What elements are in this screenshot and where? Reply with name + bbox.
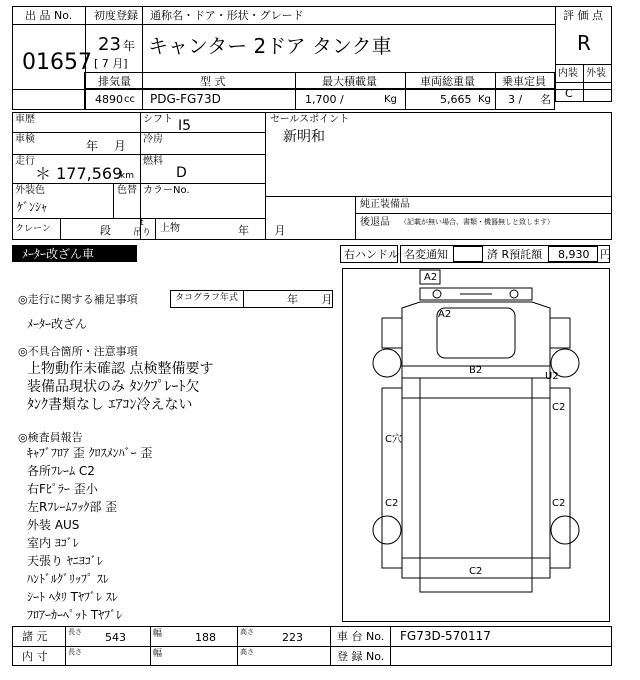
tachograph-value: 年 月 bbox=[287, 293, 333, 306]
mileage-value: ＊ 177,569 bbox=[35, 164, 123, 183]
report-line: ｼｰﾄ ﾍﾀﾘ Tﾔﾌﾞﾚ ｽﾚ bbox=[27, 590, 118, 604]
max-load-value: 1,700 / bbox=[305, 93, 344, 106]
report-line: 各所ﾌﾚｰﾑ C2 bbox=[27, 464, 95, 478]
rear-right-wheel bbox=[551, 516, 579, 544]
ext-color-label: 外装色 bbox=[15, 185, 45, 196]
diagram-mark: C2 bbox=[552, 498, 566, 509]
shift-label: シフト bbox=[143, 114, 173, 125]
lot-no-label: 出 品 No. bbox=[25, 9, 73, 22]
diagram-mark: U2 bbox=[545, 371, 559, 382]
crane-lift: 吊り bbox=[133, 228, 152, 238]
body-label: 上物 bbox=[160, 223, 180, 234]
mileage-unit: km bbox=[120, 171, 134, 181]
lot-number: 01657 bbox=[22, 50, 92, 75]
aftermarket-note: （記載が無い場合、書類・機器無しと致します） bbox=[400, 218, 554, 226]
gross-weight-unit: Kg bbox=[478, 94, 491, 105]
model-label: 通称名・ドア・形状・グレード bbox=[150, 9, 304, 22]
rear-bumper bbox=[420, 578, 532, 592]
type-value: PDG-FG73D bbox=[150, 92, 221, 106]
first-registration-month: [ 7 月] bbox=[94, 57, 128, 70]
fuel-value: D bbox=[176, 165, 187, 181]
interior-length-label: 長さ bbox=[68, 648, 82, 656]
height-label: 高さ bbox=[240, 628, 254, 636]
cab-body bbox=[402, 302, 550, 366]
body-value: 年 月 bbox=[238, 224, 286, 237]
report-line: 左Rﾌﾚｰﾑﾌｯｸ部 歪 bbox=[27, 500, 118, 514]
mileage-label: 走行 bbox=[15, 156, 35, 167]
width-label: 幅 bbox=[153, 629, 163, 639]
registration-label: 登 録 No. bbox=[337, 650, 385, 663]
capacity-label: 乗車定員 bbox=[502, 75, 546, 88]
tachograph-label: タコグラフ年式 bbox=[175, 293, 239, 303]
capacity-unit: 名 bbox=[540, 93, 551, 106]
crane-label: クレーン bbox=[15, 224, 51, 234]
defect-line: 上物動作未確認 点検整備要す bbox=[27, 361, 214, 377]
max-load-label: 最大積載量 bbox=[322, 75, 377, 88]
rear-left-wheel bbox=[373, 516, 401, 544]
report-line: 室内 ﾖｺﾞﾚ bbox=[27, 536, 79, 550]
gross-weight-label: 車両総重量 bbox=[420, 75, 475, 88]
defect-line: 装備品現状のみ ﾀﾝｸﾌﾟﾚｰﾄ欠 bbox=[27, 379, 200, 395]
capacity-value: 3 / bbox=[508, 93, 523, 106]
recycle-deposit-unit: 円 bbox=[600, 248, 611, 261]
report-line: ﾌﾛｱｰｶｰﾍﾟｯﾄ Tﾔﾌﾞﾚ bbox=[27, 608, 123, 622]
recycle-deposit-label: 済 R預託額 bbox=[487, 248, 543, 261]
name-change-box bbox=[453, 246, 483, 262]
driving-supplement-text: ﾒｰﾀｰ改ざん bbox=[27, 317, 88, 331]
meter-tampered-text: ﾒｰﾀｰ改ざん車 bbox=[22, 247, 95, 261]
crane-t: t bbox=[140, 218, 144, 228]
displacement-unit: cc bbox=[124, 94, 135, 105]
length-value: 543 bbox=[105, 631, 126, 644]
cargo-body bbox=[402, 378, 550, 578]
displacement-value: 4890 bbox=[95, 93, 123, 106]
specs-dims-label: 諸 元 bbox=[22, 630, 48, 643]
year-unit: 年 bbox=[123, 39, 136, 53]
diagram-mark: A2 bbox=[424, 272, 438, 283]
height-value: 223 bbox=[282, 631, 303, 644]
defects-title: ◎不具合箇所・注意事項 bbox=[18, 345, 138, 358]
gross-weight-value: 5,665 bbox=[440, 93, 472, 106]
history-label: 車歴 bbox=[15, 114, 35, 125]
exterior-label: 外装 bbox=[586, 68, 606, 79]
length-label: 長さ bbox=[68, 628, 82, 636]
first-registration-year: 23 bbox=[98, 34, 121, 55]
interior-width-label: 幅 bbox=[153, 649, 163, 659]
diagram-mark: C穴 bbox=[385, 434, 402, 445]
ac-label: 冷房 bbox=[143, 134, 163, 145]
report-line: 外装 AUS bbox=[27, 518, 80, 532]
recycle-deposit-amount: 8,930 bbox=[558, 248, 590, 261]
diagram-mark: B2 bbox=[469, 365, 483, 376]
report-line: 天張り ﾔﾆﾖｺﾞﾚ bbox=[27, 554, 103, 568]
chassis-label: 車 台 No. bbox=[337, 630, 385, 643]
overall-grade: R bbox=[577, 31, 591, 55]
genuine-equipment-label: 純正装備品 bbox=[360, 199, 410, 210]
chassis-value: FG73D-570117 bbox=[400, 629, 491, 643]
color-code-label: カラーNo. bbox=[143, 185, 190, 196]
grade-label: 評 価 点 bbox=[563, 9, 603, 22]
interior-grade: C bbox=[565, 87, 573, 100]
max-load-unit: Kg bbox=[384, 94, 397, 105]
model-name: キャンター 2ドア タンク車 bbox=[148, 34, 392, 58]
front-left-wheel bbox=[373, 349, 401, 377]
diagram-mark: C2 bbox=[469, 566, 483, 577]
report-line: 右Fﾋﾟﾗｰ 歪小 bbox=[27, 482, 98, 496]
interior-height-label: 高さ bbox=[240, 648, 254, 656]
interior-label: 内装 bbox=[558, 68, 578, 79]
aftermarket-label: 後退品 bbox=[360, 217, 390, 228]
defect-line: ﾀﾝｸ書類なし ｴｱｺﾝ冷えない bbox=[27, 397, 193, 413]
sales-point-value: 新明和 bbox=[283, 129, 325, 145]
diagram-mark: C2 bbox=[552, 402, 566, 413]
inspection-value: 年 月 bbox=[86, 139, 126, 153]
width-value: 188 bbox=[195, 631, 216, 644]
rhd-label: 右ハンドル bbox=[344, 248, 399, 261]
first-registration-label: 初度登録 bbox=[94, 9, 138, 22]
interior-dims-label: 内 寸 bbox=[22, 650, 48, 663]
crane-value: 段 bbox=[100, 224, 111, 237]
displacement-label: 排気量 bbox=[98, 75, 131, 88]
diagram-mark: A2 bbox=[438, 309, 452, 320]
sales-point-label: セールスポイント bbox=[270, 114, 350, 125]
type-label: 型 式 bbox=[200, 75, 226, 88]
driving-supplement-title: ◎走行に関する補足事項 bbox=[18, 293, 138, 306]
report-line: ﾊﾝﾄﾞﾙｸﾞﾘｯﾌﾟ ｽﾚ bbox=[27, 572, 109, 586]
report-line: ｷｬﾌﾞﾌﾛｱ 歪 ｸﾛｽﾒﾝﾊﾞｰ 歪 bbox=[27, 446, 153, 460]
color-change-label: 色替 bbox=[117, 185, 137, 196]
shift-value: I5 bbox=[178, 118, 192, 134]
diagram-mark: C2 bbox=[385, 498, 399, 509]
ext-color-value: ｹﾞﾝｼｬ bbox=[17, 200, 48, 214]
fuel-label: 燃料 bbox=[143, 156, 163, 167]
inspector-report-title: ◎検査員報告 bbox=[18, 431, 83, 444]
inspection-label: 車検 bbox=[15, 134, 35, 145]
name-change-label: 名変通知 bbox=[404, 248, 448, 261]
